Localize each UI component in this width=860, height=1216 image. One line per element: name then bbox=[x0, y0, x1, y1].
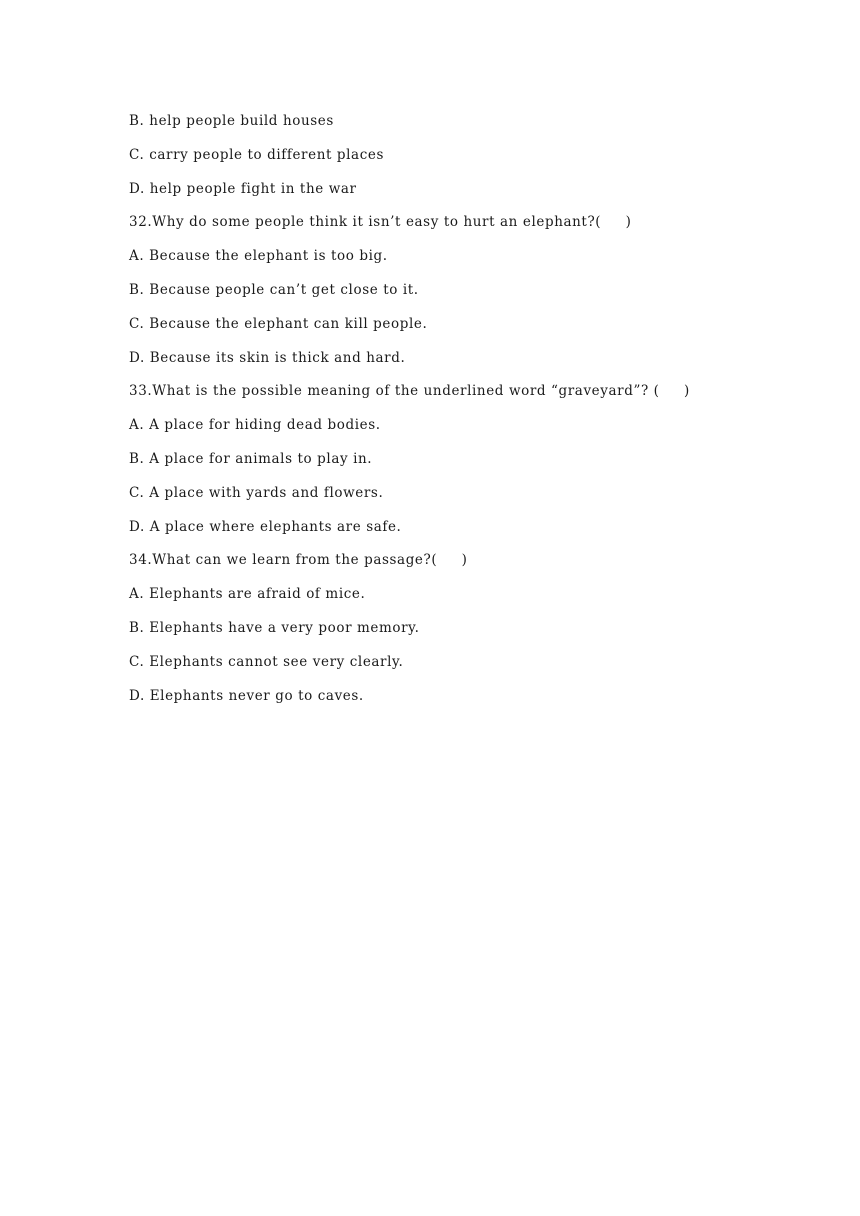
option-q32-d: D. Because its skin is thick and hard. bbox=[129, 349, 406, 366]
question-list bbox=[129, 112, 769, 720]
option-q32-c: C. Because the elephant can kill people. bbox=[129, 315, 428, 332]
option-q32-a: A. Because the elephant is too big. bbox=[129, 248, 388, 265]
option-q33-b: B. A place for animals to play in. bbox=[129, 450, 373, 467]
option-q34-a: A. Elephants are afraid of mice. bbox=[129, 586, 366, 603]
option-q31-d: D. help people fight in the war bbox=[129, 180, 357, 197]
question-32: 32.Why do some people think it isn’t easy to hurt an elephant?( ) bbox=[129, 214, 632, 231]
question-33: 33.What is the possible meaning of the underlined word “graveyard”? ( ) bbox=[129, 383, 690, 400]
option-q33-a: A. A place for hiding dead bodies. bbox=[129, 417, 381, 434]
option-q33-c: C. A place with yards and flowers. bbox=[129, 484, 384, 501]
option-q31-c: C. carry people to different places bbox=[129, 146, 384, 163]
option-q34-d: D. Elephants never go to caves. bbox=[129, 687, 364, 704]
option-q34-c: C. Elephants cannot see very clearly. bbox=[129, 653, 404, 670]
option-q31-b: B. help people build houses bbox=[129, 113, 334, 129]
option-q33-d: D. A place where elephants are safe. bbox=[129, 518, 402, 535]
question-34: 34.What can we learn from the passage?( ) bbox=[129, 552, 468, 569]
option-q32-b: B. Because people can’t get close to it. bbox=[129, 281, 419, 298]
option-q34-b: B. Elephants have a very poor memory. bbox=[129, 619, 420, 636]
